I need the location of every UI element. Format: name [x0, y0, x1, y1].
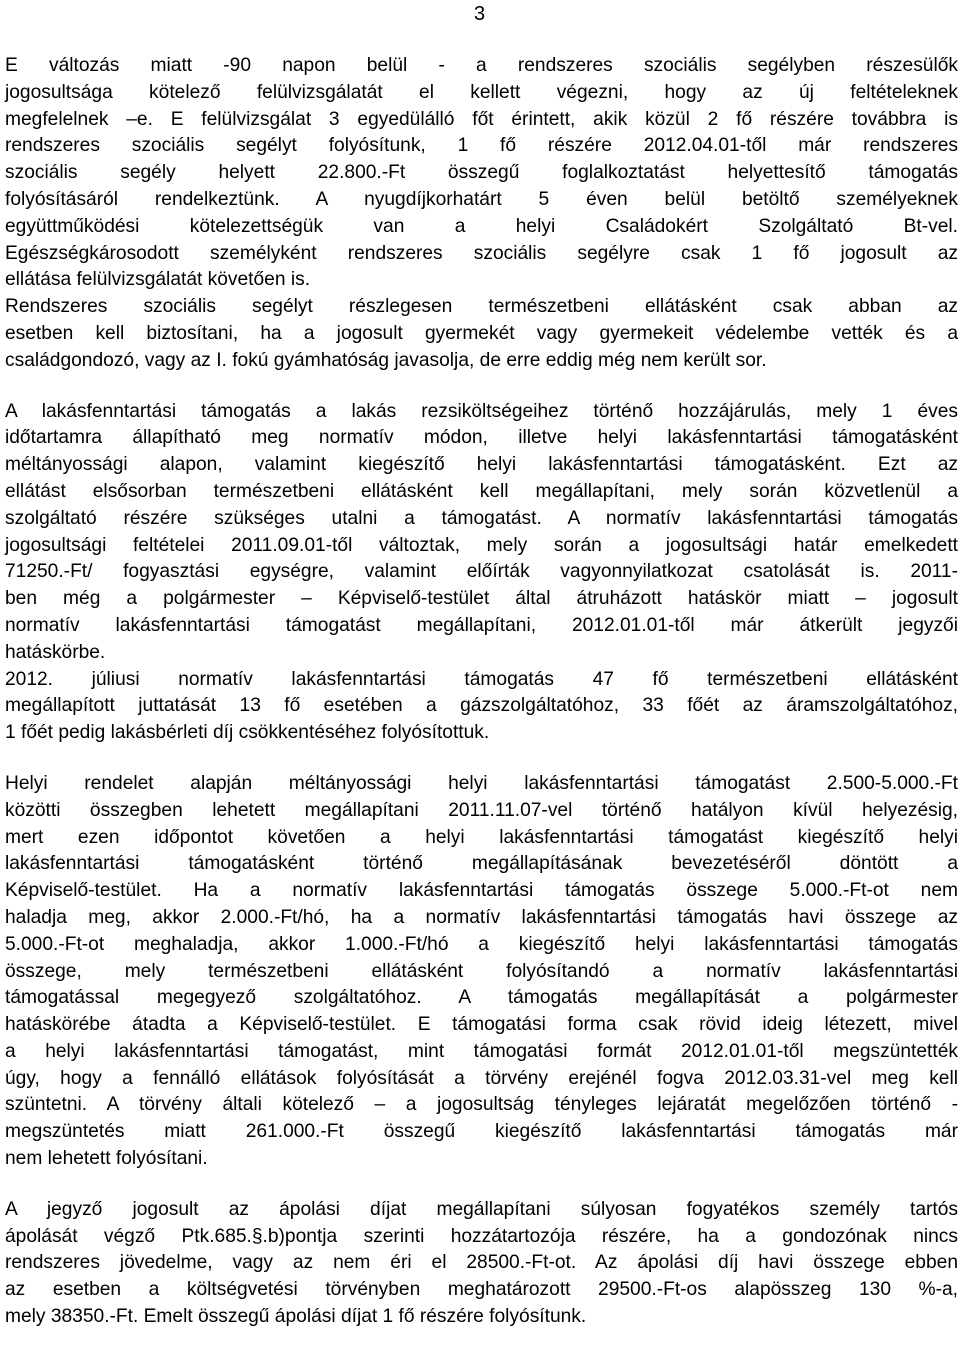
- text-line: jogosultsága kötelező felülvizsgálatát el kellett végezni, hogy az új feltételeknek: [5, 81, 958, 103]
- text-line: megállapított juttatását 13 fő esetében a gázszolgáltatóhoz, 33 főét az áramszolgáltatóhoz,: [5, 695, 958, 717]
- text-line: hatáskörbe.: [5, 641, 106, 663]
- text-line: Rendszeres szociális segélyt részlegesen természetbeni ellátásként csak abban az: [5, 296, 958, 318]
- text-line: normatív lakásfenntartási támogatást megállapítani, 2012.01.01-től már átkerült jegyzői: [5, 614, 958, 636]
- text-line: 71250.-Ft/ fogyasztási egységre, valamint előírták vagyonnyilatkozat csatolását is. 2011-: [5, 561, 958, 583]
- text-line: A lakásfenntartási támogatás a lakás rezsiköltségeihez történő hozzájárulás, mely 1 éves: [5, 400, 958, 422]
- text-line: A jegyző jogosult az ápolási díjat megállapítani súlyosan fogyatékos személy tartós: [5, 1198, 958, 1220]
- paragraph-meltanyossagi-tamogatas: [5, 771, 958, 1173]
- text-line: ellátása felülvizsgálatát követően is.: [5, 269, 311, 291]
- text-line: összege, mely természetbeni ellátásként folyósítandó a normatív lakásfenntartási: [5, 960, 958, 982]
- text-line: Egészségkárosodott személyként rendszeres szociális segélyre csak 1 fő jogosult az: [5, 242, 958, 264]
- text-line: szüntetni. A törvény általi kötelező – a jogosultság tényleges lejáratát megelőzően történő -: [5, 1094, 958, 1116]
- document-body: [5, 53, 958, 1331]
- text-line: nem lehetett folyósítani.: [5, 1148, 208, 1170]
- text-line: haladja meg, akkor 2.000.-Ft/hó, ha a normatív lakásfenntartási támogatás havi összege az: [5, 906, 958, 928]
- text-line: úgy, hogy a fennálló ellátások folyósítását a törvény erejénél fogva 2012.03.31-vel meg kell: [5, 1067, 958, 1089]
- text-line: mert ezen időpontot követően a helyi lakásfenntartási támogatást kiegészítő helyi: [5, 826, 958, 848]
- text-line: ben még a polgármester – Képviselő-testület által átruházott hatáskör miatt – jogosult: [5, 588, 958, 610]
- text-line: megfelelnek –e. E felülvizsgálat 3 egyedülálló főt érintett, akik közül 2 fő részére továbbra is: [5, 108, 958, 130]
- paragraph-apolasi-dij: [5, 1197, 958, 1331]
- text-line: méltányossági alapon, valamint kiegészítő helyi lakásfenntartási támogatásként. Ezt az: [5, 454, 958, 476]
- text-line: jogosultsági feltételei 2011.09.01-től változtak, mely során a jogosultsági határ emelkedett: [5, 534, 958, 556]
- text-line: rendszeres szociális segélyt folyósítunk, 1 fő részére 2012.04.01-től már rendszeres: [5, 135, 958, 157]
- text-line: szociális segély helyett 22.800.-Ft összegű foglalkoztatást helyettesítő támogatás: [5, 162, 958, 184]
- text-line: a helyi lakásfenntartási támogatást, mint támogatási formát 2012.01.01-től megszüntették: [5, 1040, 958, 1062]
- text-line: ápolását végző Ptk.685.§.b)pontja szerinti hozzátartozója részére, ha a gondozónak nincs: [5, 1225, 958, 1247]
- text-line: támogatással megegyező szolgáltatóhoz. A támogatás megállapítását a polgármester: [5, 987, 958, 1009]
- text-line: szolgáltató részére szükséges utalni a támogatást. A normatív lakásfenntartási támogatás: [5, 507, 958, 529]
- text-line: rendszeres jövedelme, vagy az nem éri el 28500.-Ft-ot. Az ápolási díj havi összege ebben: [5, 1252, 958, 1274]
- text-line: mely 38350.-Ft. Emelt összegű ápolási díjat 1 fő részére folyósítunk.: [5, 1306, 587, 1328]
- text-line: esetben kell biztosítani, ha a jogosult gyermekét vagy gyermekeit védelembe vették és a: [5, 322, 958, 344]
- text-line: közötti összegben lehetett megállapítani 2011.11.07-vel történő hatályon kívül helyezésig,: [5, 799, 958, 821]
- paragraph-rendszeres-szocialis-segely: [5, 53, 958, 375]
- text-line: hatáskörébe átadta a Képviselő-testület. E támogatási forma csak rövid ideig létezett, mivel: [5, 1014, 958, 1036]
- text-line: megszüntetés miatt 261.000.-Ft összegű kiegészítő lakásfenntartási támogatás már: [5, 1121, 958, 1143]
- text-line: családgondozó, vagy az I. fokú gyámhatóság javasolja, de erre eddig még nem került sor.: [5, 349, 767, 371]
- paragraph-lakasfenntartasi-tamogatas: [5, 399, 958, 747]
- text-line: Helyi rendelet alapján méltányossági helyi lakásfenntartási támogatást 2.500-5.000.-Ft: [5, 772, 958, 794]
- text-line: 2012. júliusi normatív lakásfenntartási támogatás 47 fő természetbeni ellátásként: [5, 668, 958, 690]
- text-line: időtartamra állapítható meg normatív módon, illetve helyi lakásfenntartási támogatásként: [5, 427, 958, 449]
- text-line: lakásfenntartási támogatásként történő megállapításának bevezetéséről döntött a: [5, 853, 958, 875]
- text-line: az esetben a költségvetési törvényben meghatározott 29500.-Ft-os alapösszeg 130 %-a,: [5, 1279, 958, 1301]
- text-line: együttműködési kötelezettségük van a helyi Családokért Szolgáltató Bt-vel.: [5, 215, 958, 237]
- page-number: 3: [474, 3, 486, 25]
- text-line: Képviselő-testület. Ha a normatív lakásfenntartási támogatás összege 5.000.-Ft-ot nem: [5, 880, 958, 902]
- text-line: 5.000.-Ft-ot meghaladja, akkor 1.000.-Ft/hó a kiegészítő helyi lakásfenntartási támogatás: [5, 933, 958, 955]
- text-line: E változás miatt -90 napon belül - a rendszeres szociális segélyben részesülők: [5, 55, 958, 76]
- text-line: ellátást elsősorban természetbeni ellátásként kell megállapítani, mely során közvetlenül a: [5, 480, 958, 502]
- text-line: 1 főét pedig lakásbérleti díj csökkentéséhez folyósítottuk.: [5, 722, 490, 744]
- text-line: folyósításáról rendelkeztünk. A nyugdíjkorhatárt 5 éven belül betöltő személyeknek: [5, 188, 958, 210]
